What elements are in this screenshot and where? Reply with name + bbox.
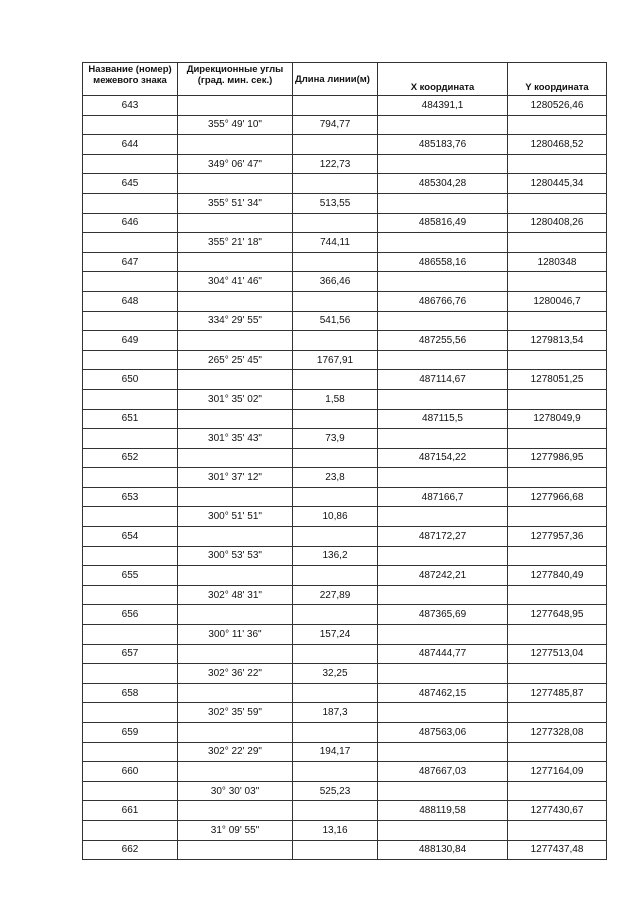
- boundary-point-cell: 658: [83, 683, 178, 703]
- x-coordinate-cell: 487166,7: [378, 487, 508, 507]
- table-row: [83, 154, 607, 174]
- boundary-point-cell: 661: [83, 801, 178, 821]
- line-length-cell: [293, 487, 378, 507]
- boundary-point-cell: 655: [83, 566, 178, 586]
- x-coordinate-cell: [378, 820, 508, 840]
- line-length-cell: 32,25: [293, 664, 378, 684]
- y-coordinate-cell: 1277840,49: [508, 566, 607, 586]
- line-length-cell: [293, 566, 378, 586]
- table-row: [83, 683, 607, 703]
- table-row: [83, 625, 607, 645]
- table-row: [83, 546, 607, 566]
- y-coordinate-cell: 1280468,52: [508, 135, 607, 155]
- table-row: [83, 664, 607, 684]
- bearing-angle-cell: 30° 30' 03": [178, 781, 293, 801]
- x-coordinate-cell: 487255,56: [378, 331, 508, 351]
- x-coordinate-cell: 487462,15: [378, 683, 508, 703]
- y-coordinate-cell: [508, 507, 607, 527]
- table-row: [83, 723, 607, 743]
- boundary-point-cell: [83, 781, 178, 801]
- bearing-angle-cell: [178, 96, 293, 116]
- line-length-cell: [293, 762, 378, 782]
- x-coordinate-cell: [378, 350, 508, 370]
- line-length-cell: [293, 370, 378, 390]
- boundary-point-cell: [83, 507, 178, 527]
- header-bearing-angles: Дирекционные углы (град. мин. сек.): [178, 63, 293, 96]
- x-coordinate-cell: [378, 389, 508, 409]
- line-length-cell: 194,17: [293, 742, 378, 762]
- table-row: [83, 585, 607, 605]
- x-coordinate-cell: 488119,58: [378, 801, 508, 821]
- line-length-cell: [293, 605, 378, 625]
- x-coordinate-cell: 487154,22: [378, 448, 508, 468]
- boundary-point-cell: 659: [83, 723, 178, 743]
- line-length-cell: 227,89: [293, 585, 378, 605]
- bearing-angle-cell: [178, 409, 293, 429]
- table-row: [83, 527, 607, 547]
- bearing-angle-cell: 355° 21' 18": [178, 233, 293, 253]
- x-coordinate-cell: 487242,21: [378, 566, 508, 586]
- line-length-cell: 366,46: [293, 272, 378, 292]
- y-coordinate-cell: 1277648,95: [508, 605, 607, 625]
- line-length-cell: [293, 213, 378, 233]
- boundary-point-cell: [83, 389, 178, 409]
- boundary-point-cell: [83, 664, 178, 684]
- table-row: [83, 311, 607, 331]
- header-point-name: Название (номер) межевого знака: [83, 63, 178, 96]
- y-coordinate-cell: [508, 468, 607, 488]
- line-length-cell: [293, 135, 378, 155]
- bearing-angle-cell: 301° 35' 02": [178, 389, 293, 409]
- table-row: [83, 409, 607, 429]
- x-coordinate-cell: [378, 429, 508, 449]
- x-coordinate-cell: [378, 546, 508, 566]
- bearing-angle-cell: 300° 51' 51": [178, 507, 293, 527]
- table-row: [83, 213, 607, 233]
- boundary-point-cell: 645: [83, 174, 178, 194]
- bearing-angle-cell: [178, 291, 293, 311]
- coordinates-table: [82, 62, 607, 860]
- bearing-angle-cell: [178, 566, 293, 586]
- x-coordinate-cell: 488130,84: [378, 840, 508, 860]
- bearing-angle-cell: [178, 213, 293, 233]
- bearing-angle-cell: [178, 762, 293, 782]
- bearing-angle-cell: [178, 174, 293, 194]
- line-length-cell: [293, 644, 378, 664]
- boundary-point-cell: 649: [83, 331, 178, 351]
- line-length-cell: [293, 252, 378, 272]
- table-row: [83, 781, 607, 801]
- header-y-coordinate: Y координата: [508, 63, 607, 96]
- table-row: [83, 135, 607, 155]
- x-coordinate-cell: [378, 272, 508, 292]
- boundary-point-cell: [83, 429, 178, 449]
- line-length-cell: [293, 448, 378, 468]
- y-coordinate-cell: 1277986,95: [508, 448, 607, 468]
- table-row: [83, 762, 607, 782]
- table-row: [83, 448, 607, 468]
- line-length-cell: 187,3: [293, 703, 378, 723]
- y-coordinate-cell: 1280348: [508, 252, 607, 272]
- header-line-length: Длина линии(м): [293, 63, 378, 96]
- bearing-angle-cell: 302° 22' 29": [178, 742, 293, 762]
- x-coordinate-cell: 487667,03: [378, 762, 508, 782]
- line-length-cell: [293, 291, 378, 311]
- boundary-point-cell: 648: [83, 291, 178, 311]
- line-length-cell: 136,2: [293, 546, 378, 566]
- x-coordinate-cell: [378, 507, 508, 527]
- y-coordinate-cell: 1278051,25: [508, 370, 607, 390]
- boundary-point-cell: 657: [83, 644, 178, 664]
- bearing-angle-cell: [178, 527, 293, 547]
- bearing-angle-cell: [178, 644, 293, 664]
- y-coordinate-cell: [508, 429, 607, 449]
- y-coordinate-cell: 1280046,7: [508, 291, 607, 311]
- boundary-point-cell: [83, 546, 178, 566]
- table-row: [83, 96, 607, 116]
- y-coordinate-cell: [508, 154, 607, 174]
- x-coordinate-cell: [378, 115, 508, 135]
- line-length-cell: [293, 683, 378, 703]
- boundary-point-cell: 643: [83, 96, 178, 116]
- table-row: [83, 468, 607, 488]
- x-coordinate-cell: [378, 311, 508, 331]
- y-coordinate-cell: [508, 625, 607, 645]
- y-coordinate-cell: 1280408,26: [508, 213, 607, 233]
- bearing-angle-cell: 300° 11' 36": [178, 625, 293, 645]
- boundary-point-cell: [83, 115, 178, 135]
- boundary-point-cell: [83, 625, 178, 645]
- table-row: [83, 174, 607, 194]
- table-row: [83, 291, 607, 311]
- x-coordinate-cell: 487172,27: [378, 527, 508, 547]
- table-row: [83, 331, 607, 351]
- y-coordinate-cell: [508, 272, 607, 292]
- table-row: [83, 820, 607, 840]
- bearing-angle-cell: [178, 331, 293, 351]
- line-length-cell: [293, 409, 378, 429]
- boundary-point-cell: 662: [83, 840, 178, 860]
- x-coordinate-cell: [378, 625, 508, 645]
- line-length-cell: [293, 840, 378, 860]
- line-length-cell: [293, 331, 378, 351]
- line-length-cell: 794,77: [293, 115, 378, 135]
- table-row: [83, 389, 607, 409]
- table-row: [83, 840, 607, 860]
- boundary-point-cell: [83, 272, 178, 292]
- line-length-cell: 513,55: [293, 193, 378, 213]
- boundary-point-cell: 654: [83, 527, 178, 547]
- x-coordinate-cell: 487115,5: [378, 409, 508, 429]
- bearing-angle-cell: [178, 487, 293, 507]
- bearing-angle-cell: 334° 29' 55": [178, 311, 293, 331]
- boundary-point-cell: 644: [83, 135, 178, 155]
- y-coordinate-cell: [508, 703, 607, 723]
- y-coordinate-cell: 1277513,04: [508, 644, 607, 664]
- table-row: [83, 233, 607, 253]
- boundary-point-cell: [83, 703, 178, 723]
- line-length-cell: 122,73: [293, 154, 378, 174]
- table-row: [83, 350, 607, 370]
- y-coordinate-cell: 1280526,46: [508, 96, 607, 116]
- y-coordinate-cell: [508, 193, 607, 213]
- x-coordinate-cell: [378, 233, 508, 253]
- y-coordinate-cell: 1277430,67: [508, 801, 607, 821]
- boundary-point-cell: [83, 742, 178, 762]
- line-length-cell: 1767,91: [293, 350, 378, 370]
- x-coordinate-cell: 486766,76: [378, 291, 508, 311]
- x-coordinate-cell: [378, 193, 508, 213]
- table-row: [83, 429, 607, 449]
- table-row: [83, 566, 607, 586]
- y-coordinate-cell: [508, 742, 607, 762]
- line-length-cell: [293, 723, 378, 743]
- line-length-cell: 744,11: [293, 233, 378, 253]
- bearing-angle-cell: [178, 801, 293, 821]
- y-coordinate-cell: [508, 115, 607, 135]
- x-coordinate-cell: 487365,69: [378, 605, 508, 625]
- table-row: [83, 507, 607, 527]
- line-length-cell: 541,56: [293, 311, 378, 331]
- bearing-angle-cell: 301° 35' 43": [178, 429, 293, 449]
- y-coordinate-cell: 1280445,34: [508, 174, 607, 194]
- x-coordinate-cell: [378, 781, 508, 801]
- line-length-cell: 73,9: [293, 429, 378, 449]
- line-length-cell: [293, 96, 378, 116]
- bearing-angle-cell: [178, 252, 293, 272]
- x-coordinate-cell: 484391,1: [378, 96, 508, 116]
- bearing-angle-cell: 349° 06' 47": [178, 154, 293, 174]
- table-row: [83, 272, 607, 292]
- boundary-point-cell: [83, 350, 178, 370]
- bearing-angle-cell: 355° 49' 10": [178, 115, 293, 135]
- x-coordinate-cell: 485304,28: [378, 174, 508, 194]
- header-row: [83, 63, 607, 96]
- y-coordinate-cell: 1277485,87: [508, 683, 607, 703]
- bearing-angle-cell: [178, 448, 293, 468]
- bearing-angle-cell: 31° 09' 55": [178, 820, 293, 840]
- table-row: [83, 115, 607, 135]
- x-coordinate-cell: 486558,16: [378, 252, 508, 272]
- y-coordinate-cell: 1277328,08: [508, 723, 607, 743]
- boundary-point-cell: 651: [83, 409, 178, 429]
- bearing-angle-cell: [178, 605, 293, 625]
- line-length-cell: [293, 527, 378, 547]
- x-coordinate-cell: 485183,76: [378, 135, 508, 155]
- y-coordinate-cell: 1278049,9: [508, 409, 607, 429]
- x-coordinate-cell: 487114,67: [378, 370, 508, 390]
- x-coordinate-cell: [378, 703, 508, 723]
- line-length-cell: 525,23: [293, 781, 378, 801]
- table-row: [83, 605, 607, 625]
- y-coordinate-cell: [508, 546, 607, 566]
- table-row: [83, 193, 607, 213]
- boundary-point-cell: [83, 311, 178, 331]
- boundary-point-cell: 650: [83, 370, 178, 390]
- bearing-angle-cell: 304° 41' 46": [178, 272, 293, 292]
- y-coordinate-cell: 1277164,09: [508, 762, 607, 782]
- y-coordinate-cell: [508, 820, 607, 840]
- x-coordinate-cell: [378, 742, 508, 762]
- bearing-angle-cell: [178, 723, 293, 743]
- y-coordinate-cell: 1277966,68: [508, 487, 607, 507]
- boundary-point-cell: [83, 154, 178, 174]
- x-coordinate-cell: 487563,06: [378, 723, 508, 743]
- bearing-angle-cell: [178, 840, 293, 860]
- boundary-point-cell: 647: [83, 252, 178, 272]
- boundary-point-cell: [83, 233, 178, 253]
- x-coordinate-cell: [378, 154, 508, 174]
- table-row: [83, 370, 607, 390]
- boundary-point-cell: 653: [83, 487, 178, 507]
- y-coordinate-cell: [508, 664, 607, 684]
- line-length-cell: 157,24: [293, 625, 378, 645]
- boundary-point-cell: 656: [83, 605, 178, 625]
- x-coordinate-cell: [378, 468, 508, 488]
- line-length-cell: 23,8: [293, 468, 378, 488]
- y-coordinate-cell: [508, 781, 607, 801]
- table-row: [83, 742, 607, 762]
- y-coordinate-cell: [508, 389, 607, 409]
- y-coordinate-cell: [508, 233, 607, 253]
- bearing-angle-cell: 302° 35' 59": [178, 703, 293, 723]
- boundary-point-cell: [83, 820, 178, 840]
- bearing-angle-cell: [178, 683, 293, 703]
- line-length-cell: 13,16: [293, 820, 378, 840]
- boundary-point-cell: [83, 193, 178, 213]
- boundary-point-cell: [83, 585, 178, 605]
- bearing-angle-cell: 355° 51' 34": [178, 193, 293, 213]
- bearing-angle-cell: 302° 48' 31": [178, 585, 293, 605]
- table-row: [83, 644, 607, 664]
- table-row: [83, 801, 607, 821]
- bearing-angle-cell: 265° 25' 45": [178, 350, 293, 370]
- y-coordinate-cell: 1277437,48: [508, 840, 607, 860]
- line-length-cell: 1,58: [293, 389, 378, 409]
- bearing-angle-cell: 301° 37' 12": [178, 468, 293, 488]
- boundary-point-cell: 660: [83, 762, 178, 782]
- line-length-cell: 10,86: [293, 507, 378, 527]
- line-length-cell: [293, 801, 378, 821]
- y-coordinate-cell: [508, 585, 607, 605]
- boundary-point-cell: 652: [83, 448, 178, 468]
- bearing-angle-cell: [178, 135, 293, 155]
- bearing-angle-cell: [178, 370, 293, 390]
- bearing-angle-cell: 300° 53' 53": [178, 546, 293, 566]
- bearing-angle-cell: 302° 36' 22": [178, 664, 293, 684]
- table-row: [83, 487, 607, 507]
- table-row: [83, 703, 607, 723]
- line-length-cell: [293, 174, 378, 194]
- boundary-point-cell: [83, 468, 178, 488]
- x-coordinate-cell: 487444,77: [378, 644, 508, 664]
- y-coordinate-cell: [508, 350, 607, 370]
- table-row: [83, 252, 607, 272]
- x-coordinate-cell: [378, 664, 508, 684]
- y-coordinate-cell: 1277957,36: [508, 527, 607, 547]
- x-coordinate-cell: [378, 585, 508, 605]
- y-coordinate-cell: [508, 311, 607, 331]
- x-coordinate-cell: 485816,49: [378, 213, 508, 233]
- y-coordinate-cell: 1279813,54: [508, 331, 607, 351]
- header-x-coordinate: X координата: [378, 63, 508, 96]
- boundary-point-cell: 646: [83, 213, 178, 233]
